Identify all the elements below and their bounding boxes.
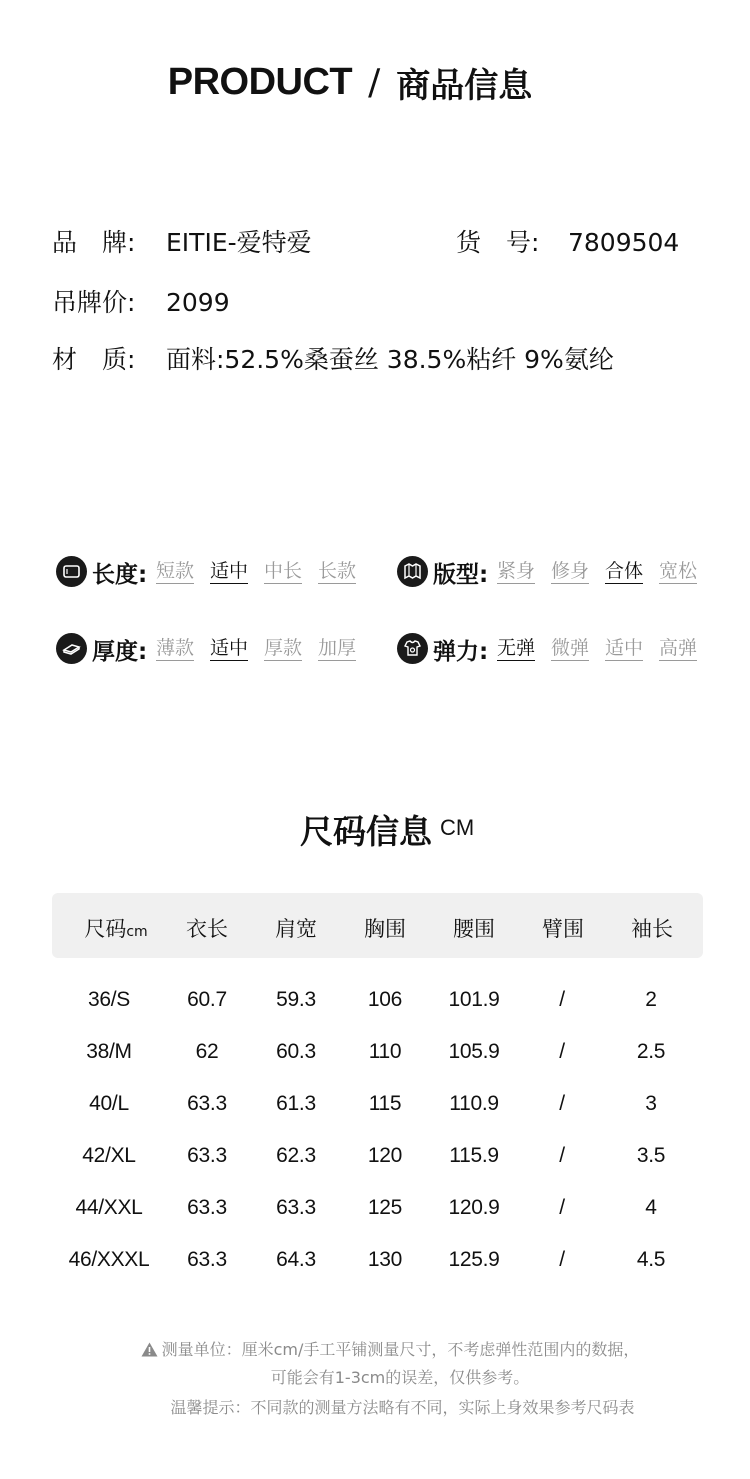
note-line-2: 可能会有1-3cm的误差，仅供参考。	[270, 1368, 530, 1387]
material-value: 面料:52.5%桑蚕丝 38.5%粘纤 9%氨纶	[166, 345, 614, 374]
thickness-option-thick: 厚款	[264, 637, 303, 659]
fit-option-slim: 修身	[551, 560, 590, 582]
table-cell: /	[559, 988, 565, 1011]
table-cell: 125.9	[448, 1248, 500, 1271]
attr-length-label: 长度:	[92, 562, 148, 588]
attr-elasticity-options	[497, 637, 697, 661]
table-cell: 130	[367, 1248, 403, 1271]
sku-value: 7809504	[568, 228, 680, 257]
table-cell: 63.3	[187, 1196, 227, 1219]
length-icon	[56, 556, 87, 587]
header-length: 衣长	[186, 917, 228, 941]
warning-icon	[141, 1342, 158, 1361]
note-line-1	[0, 1337, 750, 1361]
table-cell: 40/L	[89, 1092, 129, 1115]
attr-thickness	[56, 631, 376, 671]
attr-thickness-label: 厚度:	[92, 639, 148, 665]
table-cell: /	[559, 1040, 565, 1063]
table-cell: 2	[645, 988, 657, 1011]
price-label: 吊牌价:	[52, 288, 136, 317]
header-arm: 臂围	[542, 917, 584, 941]
table-cell: 115	[368, 1092, 402, 1115]
table-cell: /	[559, 1144, 565, 1167]
table-row	[0, 988, 750, 1018]
header-title-en: PRODUCT	[167, 61, 353, 103]
thickness-option-extra-thick: 加厚	[318, 637, 357, 659]
length-option-mid-long: 中长	[264, 560, 303, 582]
table-row	[0, 1092, 750, 1122]
table-cell: 38/M	[86, 1040, 132, 1063]
thickness-option-thin: 薄款	[156, 637, 195, 659]
table-cell: 120.9	[448, 1196, 500, 1219]
attr-length-options	[156, 560, 356, 584]
header-slash: /	[368, 62, 381, 103]
header-size-unit: cm	[126, 924, 148, 940]
table-cell: 2.5	[636, 1040, 666, 1063]
header-title-cn: 商品信息	[396, 66, 533, 106]
table-cell: 60.3	[276, 1040, 316, 1063]
table-cell: 105.9	[448, 1040, 500, 1063]
table-cell: /	[559, 1248, 565, 1271]
attr-thickness-options	[156, 637, 356, 661]
fit-icon	[397, 556, 428, 587]
attr-elasticity-label: 弹力:	[433, 639, 489, 665]
attr-fit	[397, 554, 717, 594]
length-option-medium: 适中	[210, 560, 249, 582]
attr-length	[56, 554, 376, 594]
table-row	[0, 1248, 750, 1278]
table-cell: 63.3	[187, 1248, 227, 1271]
attr-fit-options	[497, 560, 697, 584]
table-cell: 4	[645, 1196, 657, 1219]
header-shoulder: 肩宽	[275, 917, 317, 941]
table-cell: 46/XXXL	[68, 1248, 150, 1271]
size-section-title	[300, 806, 474, 853]
fit-option-tight: 紧身	[497, 560, 536, 582]
table-cell: 44/XXL	[75, 1196, 143, 1219]
table-row	[0, 1196, 750, 1226]
fit-option-loose: 宽松	[659, 560, 698, 582]
table-cell: 63.3	[276, 1196, 316, 1219]
table-cell: 42/XL	[82, 1144, 136, 1167]
size-title-text: 尺码信息	[300, 812, 432, 851]
elasticity-option-none: 无弹	[497, 637, 536, 659]
thickness-icon	[56, 633, 87, 664]
table-cell: 125	[367, 1196, 403, 1219]
table-row	[0, 1144, 750, 1174]
elasticity-icon	[397, 633, 428, 664]
table-cell: /	[559, 1196, 565, 1219]
length-option-short: 短款	[156, 560, 195, 582]
page-header	[0, 58, 700, 107]
brand-label: 品 牌:	[52, 228, 136, 257]
table-cell: 3.5	[636, 1144, 666, 1167]
table-cell: 115.9	[449, 1144, 499, 1167]
table-cell: 62.3	[276, 1144, 316, 1167]
elasticity-option-high: 高弹	[659, 637, 698, 659]
header-waist: 腰围	[453, 917, 495, 941]
table-cell: 63.3	[187, 1092, 227, 1115]
attr-fit-label: 版型:	[433, 562, 489, 588]
material-label: 材 质:	[52, 345, 136, 374]
table-row	[0, 1040, 750, 1070]
table-cell: 110.9	[449, 1092, 499, 1115]
header-sleeve: 袖长	[631, 917, 673, 941]
size-table-header	[52, 893, 703, 958]
table-cell: 61.3	[276, 1092, 316, 1115]
thickness-option-medium: 适中	[210, 637, 249, 659]
elasticity-option-medium: 适中	[605, 637, 644, 659]
length-option-long: 长款	[318, 560, 357, 582]
sku-label: 货 号:	[456, 228, 540, 257]
price-value: 2099	[166, 288, 230, 317]
table-cell: 64.3	[276, 1248, 316, 1271]
note-line-3: 温馨提示：不同款的测量方法略有不同，实际上身效果参考尺码表	[170, 1398, 635, 1417]
table-cell: 3	[645, 1092, 657, 1115]
table-cell: 106	[367, 988, 403, 1011]
table-cell: 59.3	[276, 988, 316, 1011]
size-title-unit: CM	[440, 815, 475, 840]
table-cell: 62	[195, 1040, 219, 1063]
elasticity-option-slight: 微弹	[551, 637, 590, 659]
fit-option-regular: 合体	[605, 560, 644, 582]
note-line-1-text: 测量单位：厘米cm/手工平铺测量尺寸，不考虑弹性范围内的数据，	[161, 1340, 640, 1359]
table-cell: 36/S	[88, 988, 130, 1011]
attr-elasticity	[397, 631, 717, 671]
table-cell: 63.3	[187, 1144, 227, 1167]
table-cell: 110	[368, 1040, 402, 1063]
table-cell: /	[559, 1092, 565, 1115]
table-cell: 4.5	[636, 1248, 666, 1271]
brand-value: EITIE-爱特爱	[166, 228, 312, 257]
table-cell: 60.7	[187, 988, 227, 1011]
header-chest: 胸围	[364, 917, 406, 941]
table-cell: 120	[367, 1144, 403, 1167]
header-size-label: 尺码	[84, 917, 127, 941]
table-cell: 101.9	[448, 988, 500, 1011]
